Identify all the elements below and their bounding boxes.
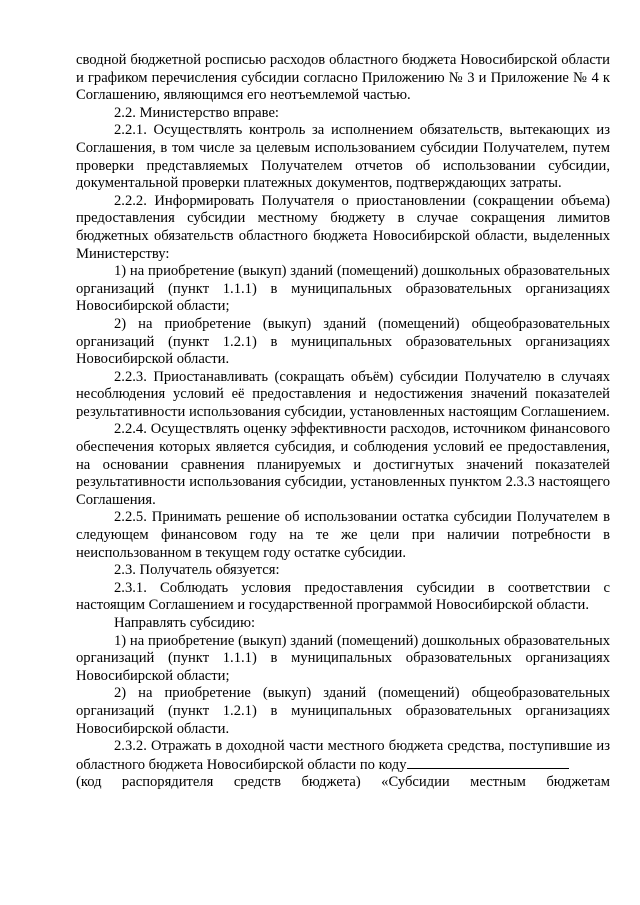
direct-subsidy-heading: Направлять субсидию: (114, 615, 256, 631)
section-2-3-heading: 2.3. Получатель обязуется: (114, 562, 280, 579)
clause-2-2-5: 2.2.5. Принимать решение об использовании остатка субсидии Получателем в следующем финансовом году на те же цели при наличии потребности в неиспользованном в текущем году остатке субсидии. (76, 509, 610, 561)
clause-2-3-1-item-1: 1) на приобретение (выкуп) зданий (помещений) дошкольных образовательных организаций (пункт 1.1.1) в муниципальных образовательных организациях Новосибирской области; (76, 632, 610, 684)
clause-2-2-2-item-1: 1) на приобретение (выкуп) зданий (помещений) дошкольных образовательных организаций (пункт 1.1.1) в муниципальных образовательных организациях Новосибирской области; (76, 263, 610, 315)
clause-2-3-1-item-2: 2) на приобретение (выкуп) зданий (помещений) общеобразовательных организаций (пункт 1.2.1) в муниципальных образовательных организациях Новосибирской области. (76, 685, 610, 737)
section-2-2-heading: 2.2. Министерство вправе: (114, 104, 279, 121)
document-page (76, 52, 610, 792)
code-blank-line (407, 756, 569, 769)
clause-2-2-4: 2.2.4. Осуществлять оценку эффективности расходов, источником финансового обеспечения которых является субсидия, и соблюдения условий ее предоставления, на основании сравнения планируемых и достигнутых значений показателей результативности использования субсидии, установленных пунктом 2.3.3 настоящего Соглашения. (76, 421, 610, 508)
clause-2-2-2: 2.2.2. Информировать Получателя о приостановлении (сокращении объема) предоставления субсидии местному бюджету в случае сокращения лимитов бюджетных обязательств областного бюджета Новосибирской области, выделенных Министерству: (76, 192, 610, 262)
clause-2-3-2 (76, 738, 610, 774)
clause-2-2-3: 2.2.3. Приостанавливать (сокращать объём) субсидии Получателю в случаях несоблюдения условий её предоставления и недостижения значений показателей результативности использования субсидии, установленных настоящим Соглашением. (76, 368, 610, 420)
clause-2-3-2-text: 2.3.2. Отражать в доходной части местного бюджета средства, поступившие из областного бюджета Новосибирской области по коду (76, 738, 610, 773)
paragraph-continuation: сводной бюджетной росписью расходов областного бюджета Новосибирской области и графиком перечисления субсидии согласно Приложению № 3 и Приложение № 4 к Соглашению, являющимся его неотъемлемой частью. (76, 52, 610, 104)
clause-2-3-1: 2.3.1. Соблюдать условия предоставления субсидии в соответствии с настоящим Соглашением и государственной программой Новосибирской области. (76, 579, 610, 614)
clause-2-2-1: 2.2.1. Осуществлять контроль за исполнением обязательств, вытекающих из Соглашения, в том числе за целевым использованием субсидии Получателем, путем проверки представляемых Получателем отчетов об использовании субсидии, документальной проверки платежных документов, подтверждающих затраты. (76, 122, 610, 192)
clause-2-2-2-item-2: 2) на приобретение (выкуп) зданий (помещений) общеобразовательных организаций (пункт 1.2.1) в муниципальных образовательных организациях Новосибирской области. (76, 315, 610, 368)
clause-2-3-2-continuation: (код распорядителя средств бюджета) «Субсидии местным бюджетам (76, 774, 610, 791)
